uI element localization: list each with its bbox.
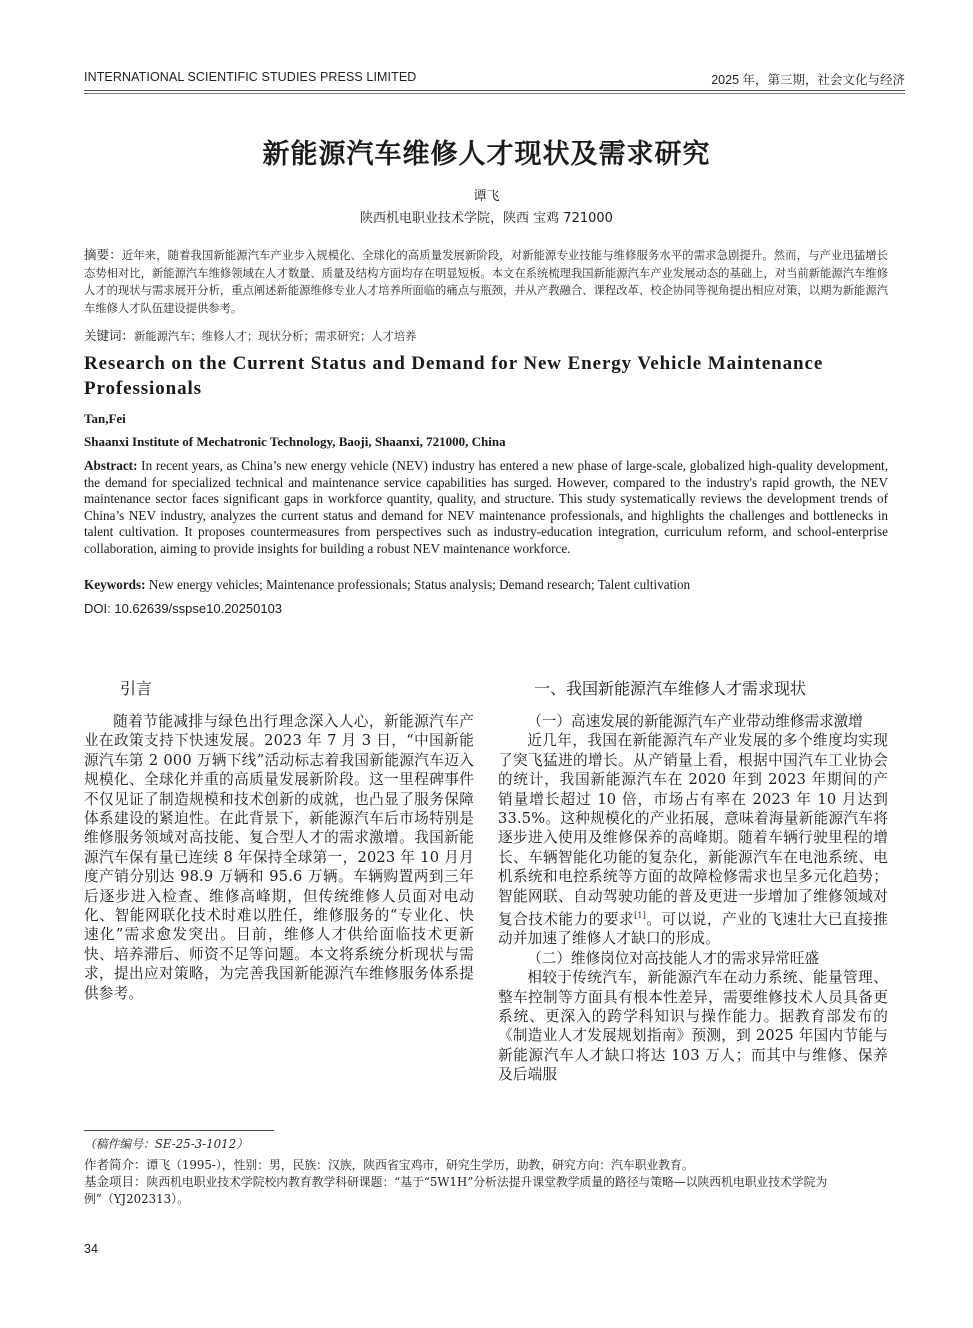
english-keywords <box>84 577 888 593</box>
author-bio-text: 谭飞（1995-），性别：男，民族：汉族，陕西省宝鸡市，研究生学历，助教，研究方向：汽车职业教育。 <box>146 1158 694 1172</box>
citation-ref[interactable]: [1] <box>634 911 647 921</box>
subsection1-heading: （一）高速发展的新能源汽车产业带动维修需求激增 <box>527 713 863 730</box>
chinese-abstract <box>84 246 888 317</box>
manuscript-number: （稿件编号：SE-25-3-1012） <box>84 1137 248 1151</box>
left-column <box>84 676 474 1003</box>
paragraph1-text: 近几年，我国在新能源汽车产业发展的多个维度均实现了突飞猛进的增长。从产销量上看，根据中国汽车工业协会的统计，我国新能源汽车在 2020 年到 2023 年期间的产销量增长超过 10 倍，市场占有率在 2023 年 10 月达到 33.5%。这种规模化的产业拓展，意味着海量新能源汽车将逐步进入使用及维修保养的高峰期。随着车辆行驶里程的增长、车辆智能化功能的复杂化，新能源汽车在电池系统、电机系统和电控系统等方面的故障检修需求也呈多元化趋势；智能网联、自动驾驶功能的普及更进一步增加了维修领域对复合技术能力的要求 <box>498 732 888 928</box>
intro-heading: 引言 <box>120 679 153 698</box>
keywords-label: 关键词： <box>84 328 135 343</box>
footnote-rule <box>84 1130 274 1131</box>
keywords-text: 新能源汽车；维修人才；现状分析；需求研究；人才培养 <box>134 330 417 343</box>
section1-heading: 一、我国新能源汽车维修人才需求现状 <box>534 679 807 698</box>
right-column <box>498 676 888 1085</box>
paper-title: 新能源汽车维修人才现状及需求研究 <box>262 139 711 170</box>
header-rule-thin <box>84 93 905 94</box>
author-name: 谭飞 <box>473 189 500 204</box>
funding-label: 基金项目： <box>84 1174 147 1189</box>
abstract-label: 摘要： <box>84 247 122 262</box>
publisher-name: INTERNATIONAL SCIENTIFIC STUDIES PRESS LIMITED <box>84 70 417 84</box>
english-keywords-label: Keywords: <box>84 577 146 592</box>
english-title: Research on the Current Status and Demand for New Energy Vehicle Maintenance Professionals <box>84 353 824 399</box>
author-bio <box>84 1157 890 1174</box>
subsection2-heading: （二）维修岗位对高技能人才的需求异常旺盛 <box>527 949 820 967</box>
intro-paragraph: 随着节能减排与绿色出行理念深入人心，新能源汽车产业在政策支持下快速发展。2023 年 7 月 3 日，“中国新能源汽车第 2 000 万辆下线”活动标志着我国新能源汽车迈入规模化、全球化并重的高质量发展新阶段。这一里程碑事件不仅见证了制造规模和技术创新的成就，也凸显了服务保障体系建设的紧迫性。在此背景下，新能源汽车后市场特别是维修服务领域对高技能、复合型人才的需求激增。我国新能源汽车保有量已连续 8 年保持全球第一，2023 年 10 月月度产销分别达 98.9 万辆和 95.6 万辆。车辆购置两到三年后逐步进入检查、维修高峰期，但传统维修人员面对电动化、智能网联化技术时难以胜任，维修服务的“专业化、快速化”需求愈发突出。目前，维修人才供给面临技术更新快、培养滞后、师资不足等问题。本文将系统分析现状与需求，提出应对策略，为完善我国新能源汽车维修服务体系提供参考。 <box>84 713 474 1002</box>
english-affiliation: Shaanxi Institute of Mechatronic Technology, Baoji, Shaanxi, 721000, China <box>84 434 506 449</box>
issue-info: 2025 年，第三期，社会文化与经济 <box>711 73 905 87</box>
chinese-keywords <box>84 326 888 344</box>
english-abstract-label: Abstract: <box>84 458 138 473</box>
section1-paragraph1 <box>498 731 888 948</box>
doi-link[interactable]: DOI: 10.62639/sspse10.20250103 <box>84 601 283 616</box>
funding-text: 陕西机电职业技术学院校内教育教学科研课题：“基于“5W1H”分析法提升课堂教学质量的路径与策略—以陕西机电职业技术学院为例”（YJ202313）。 <box>84 1175 828 1206</box>
section1-paragraph2: 相较于传统汽车，新能源汽车在动力系统、能量管理、整车控制等方面具有根本性差异，需要维修技术人员具备更系统、更深入的跨学科知识与操作能力。据教育部发布的《制造业人才发展规划指南》预测，到 2025 年国内节能与新能源汽车人才缺口将达 103 万人；而其中与维修、保养及后端服 <box>498 969 888 1084</box>
funding-note <box>84 1174 890 1207</box>
page-number: 34 <box>84 1242 98 1256</box>
running-header <box>84 70 905 90</box>
english-author: Tan,Fei <box>84 411 126 426</box>
english-abstract <box>84 458 888 558</box>
english-abstract-text: In recent years, as China’s new energy vehicle (NEV) industry has entered a new phase of large-scale, globalized high-quality development, the demand for specialized technical and maintenance service capabilities has surged. However, compared to the industry's rapid growth, the NEV maintenance sector faces significant gaps in workforce quantity, quality, and structure. This study systematically reviews the development trends of China’s NEV industry, analyzes the current status and demand for NEV maintenance professionals, and highlights the challenges and bottlenecks in talent cultivation. It proposes countermeasures from perspectives such as industry-education integration, curriculum reform, and school-enterprise collaboration, aiming to provide insights for building a robust NEV maintenance workforce. <box>84 458 889 556</box>
abstract-text: 近年来，随着我国新能源汽车产业步入规模化、全球化的高质量发展新阶段，对新能源专业技能与维修服务水平的需求急剧提升。然而，与产业迅猛增长态势相对比，新能源汽车维修领域在人才数量、质量及结构方面均存在明显短板。本文在系统梳理我国新能源汽车产业发展动态的基础上，对当前新能源汽车维修人才的现状与需求展开分析，重点阐述新能源维修专业人才培养所面临的痛点与瓶颈，并从产教融合、课程改革、校企协同等视角提出相应对策，以期为新能源汽车维修人才队伍建设提供参考。 <box>84 249 888 315</box>
english-keywords-text: New energy vehicles; Maintenance professionals; Status analysis; Demand research; Talent cultivation <box>148 577 691 592</box>
author-bio-label: 作者简介： <box>84 1157 147 1172</box>
header-rule <box>84 90 905 91</box>
author-affiliation: 陕西机电职业技术学院，陕西 宝鸡 721000 <box>360 211 613 226</box>
paragraph1-text-end: 。可以说，产业的飞速壮大已直接推动并加速了维修人才缺口的形成。 <box>498 910 888 948</box>
